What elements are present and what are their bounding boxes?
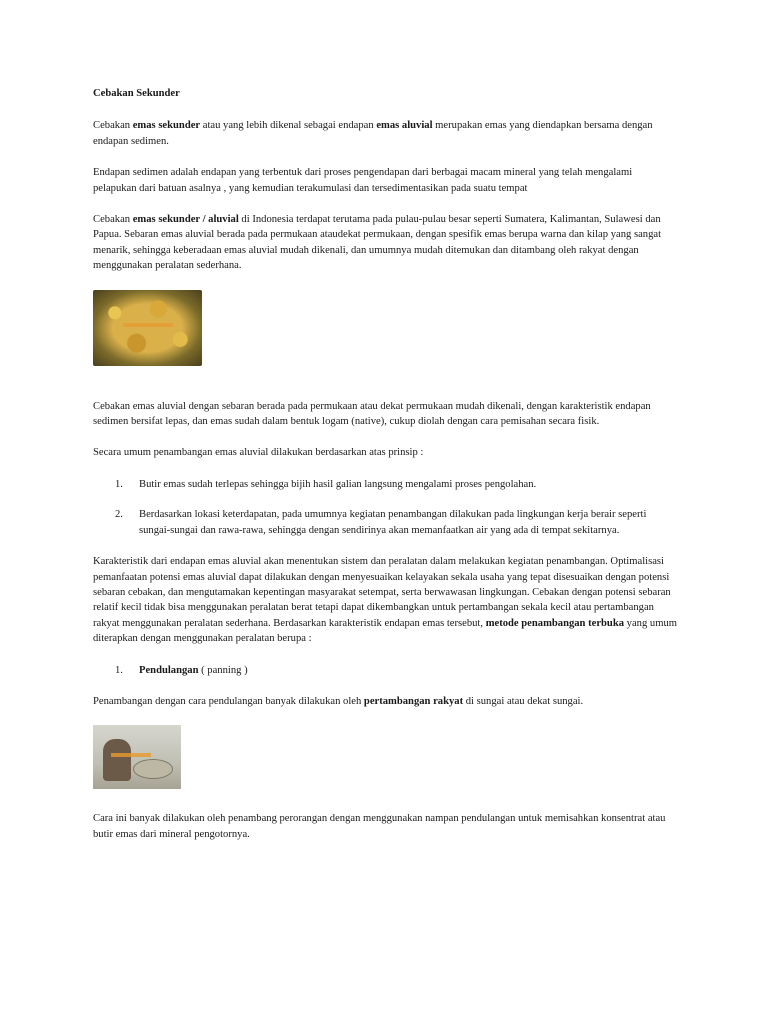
list-number: 1. bbox=[115, 664, 123, 676]
text: Cebakan bbox=[93, 214, 133, 226]
paragraph-1 bbox=[93, 118, 678, 149]
list-text: Butir emas sudah terlepas sehingga bijih hasil galian langsung mengalami proses pengolahan. bbox=[139, 478, 537, 490]
list-item bbox=[93, 663, 678, 678]
paragraph-6 bbox=[93, 554, 678, 646]
text: yang umum diterapkan dengan menggunakan peralatan berupa : bbox=[93, 617, 677, 645]
bold-text: emas sekunder / aluvial bbox=[132, 214, 239, 226]
section-heading: Cebakan Sekunder bbox=[93, 88, 180, 99]
principles-list bbox=[93, 477, 678, 538]
watermark-mark bbox=[111, 753, 151, 757]
panning-miner-image bbox=[93, 725, 181, 789]
text: di Indonesia terdapat terutama pada pulau-pulau besar seperti Sumatera, Kalimantan, Sulawesi dan Papua. Sebaran emas aluvial berada pada permukaan ataudekat permukaan, dengan spesifik emas berupa warna dan kilap yang sangat menarik, sehingga keberadaan emas aluvial mudah dikenali, dan umumnya mudah ditemukan dan ditambang oleh rakyat dengan menggunakan peralatan sederhana. bbox=[93, 214, 662, 272]
bold-text: metode penambangan terbuka bbox=[485, 617, 625, 629]
watermark-mark bbox=[123, 323, 173, 327]
paragraph-2: Endapan sedimen adalah endapan yang terbentuk dari proses pengendapan dari berbagai macam mineral yang telah mengalami pelapukan dari batuan asalnya , yang kemudian terakumulasi dan tersedimentasikan pada suatu tempat bbox=[93, 167, 633, 194]
text: atau yang lebih dikenal sebagai endapan bbox=[200, 120, 377, 132]
paragraph-5: Secara umum penambangan emas aluvial dilakukan berdasarkan atas prinsip : bbox=[93, 447, 424, 459]
list-text: Berdasarkan lokasi keterdapatan, pada umumnya kegiatan penambangan dilakukan pada lingkungan kerja berair seperti sungai-sungai dan rawa-rawa, sehingga dengan sendirinya akan memanfaatkan air yang ada di tempat sekitarnya. bbox=[139, 509, 647, 536]
panning-tray bbox=[133, 759, 173, 779]
text: Cebakan bbox=[93, 120, 133, 132]
list-number: 2. bbox=[115, 509, 123, 521]
list-number: 1. bbox=[115, 478, 123, 490]
list-text: ( panning ) bbox=[198, 664, 248, 676]
text: di sungai atau dekat sungai. bbox=[463, 695, 584, 707]
text: Penambangan dengan cara pendulangan banyak dilakukan oleh bbox=[93, 695, 364, 707]
list-item bbox=[93, 507, 678, 538]
miner-figure bbox=[103, 739, 131, 781]
text: Karakteristik dari endapan emas aluvial akan menentukan sistem dan peralatan dalam melakukan kegiatan penambangan. Optimalisasi pemanfaatan potensi emas aluvial dapat dilakukan dengan menyesuaikan kelayakan sekala usaha yang tepat disesuaikan dengan potensi sebaran cebakan, dan mengutamakan kepentingan masyarakat setempat, serta berwawasan lingkungan. Cebakan dengan potensi sebaran relatif kecil tidak bisa menggunakan peralatan berat tetapi dapat dikembangkan untuk pertambangan sekala kecil atau pertambangan rakyat menggunakan peralatan sederhana. Berdasarkan karakteristik endapan emas tersebut, bbox=[93, 556, 671, 629]
methods-list bbox=[93, 663, 678, 678]
bold-text: emas sekunder bbox=[132, 120, 201, 132]
document-page bbox=[93, 86, 678, 858]
paragraph-3 bbox=[93, 212, 678, 274]
gold-nuggets-image bbox=[93, 290, 202, 366]
bold-text: pertambangan rakyat bbox=[363, 695, 464, 707]
list-item bbox=[93, 477, 678, 492]
paragraph-4: Cebakan emas aluvial dengan sebaran berada pada permukaan atau dekat permukaan mudah dikenali, dengan karakteristik endapan sedimen bersifat lepas, dan emas sudah dalam bentuk logam (native), cukup diolah dengan cara pemisahan secara fisik. bbox=[93, 400, 651, 428]
bold-text: emas aluvial bbox=[376, 120, 433, 132]
bold-text: Pendulangan bbox=[139, 664, 199, 676]
paragraph-8: Cara ini banyak dilakukan oleh penambang perorangan dengan menggunakan nampan pendulangan untuk memisahkan konsentrat atau butir emas dari mineral pengotornya. bbox=[93, 813, 666, 840]
text: merupakan emas yang diendapkan bersama dengan endapan sedimen. bbox=[93, 120, 653, 147]
paragraph-7 bbox=[93, 694, 678, 709]
